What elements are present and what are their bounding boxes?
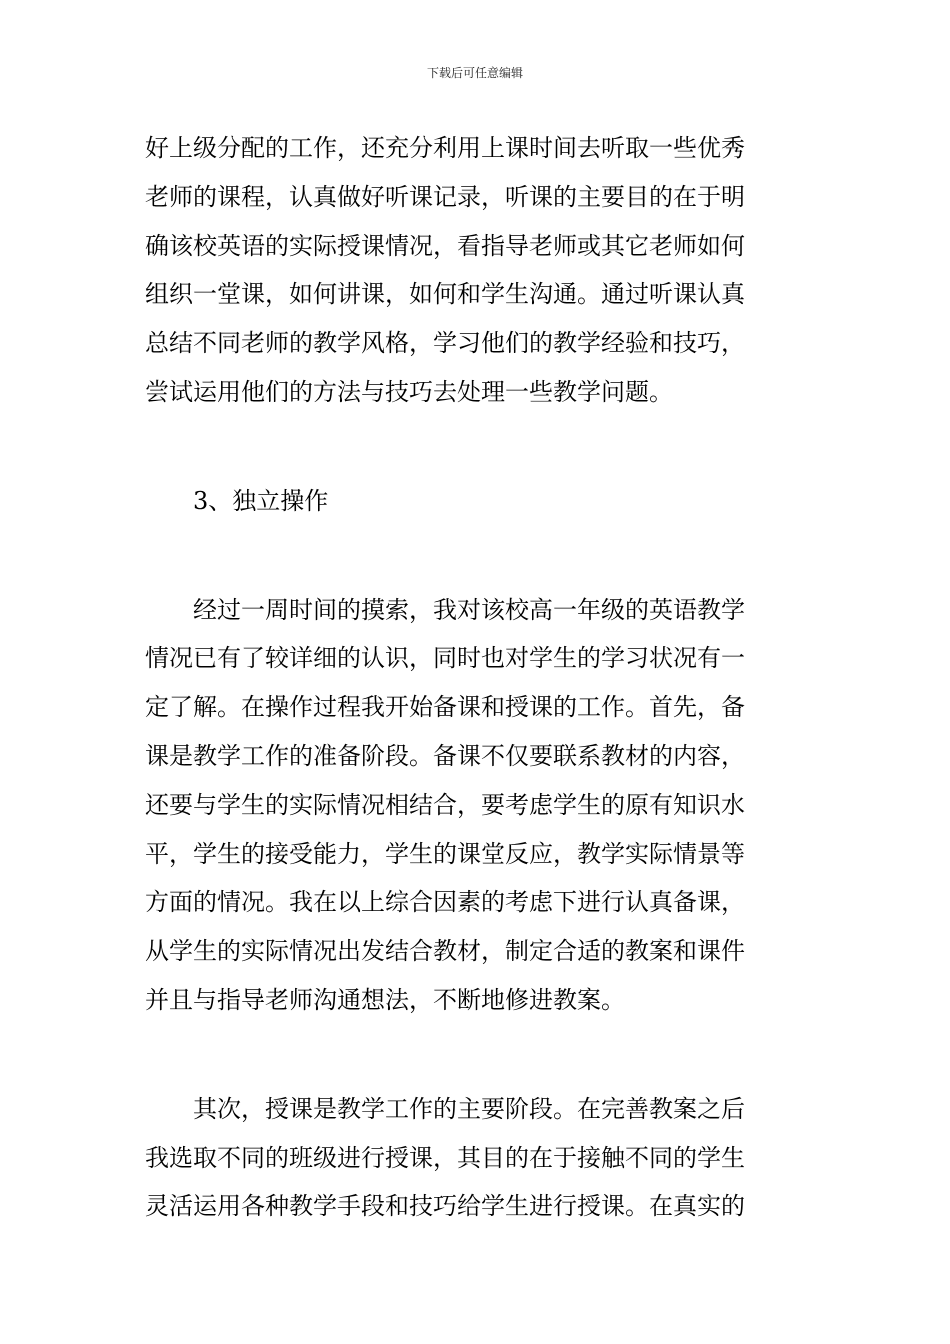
text-line: 并且与指导老师沟通想法，不断地修进教案。	[145, 985, 625, 1014]
page-header: 下载后可任意编辑	[426, 66, 523, 80]
text-line: 其次，授课是教学工作的主要阶段。在完善教案之后	[193, 1094, 745, 1123]
paragraph-spacer	[145, 1025, 807, 1085]
paragraph-spacer	[145, 526, 807, 586]
text-line: 课是教学工作的准备阶段。备课不仅要联系教材的内容，	[145, 741, 745, 770]
text-line: 老师的课程，认真做好听课记录，听课的主要目的在于明	[145, 182, 745, 211]
document-body	[145, 124, 807, 1231]
paragraph-listening	[145, 124, 807, 417]
heading-text: 3、独立操作	[193, 486, 329, 515]
paragraph-teaching	[145, 1085, 807, 1231]
text-line: 方面的情况。我在以上综合因素的考虑下进行认真备课，	[145, 888, 745, 917]
text-line: 好上级分配的工作，还充分利用上课时间去听取一些优秀	[145, 134, 745, 162]
text-line: 还要与学生的实际情况相结合，要考虑学生的原有知识水	[145, 790, 745, 819]
text-line: 从学生的实际情况出发结合教材，制定合适的教案和课件	[145, 937, 745, 966]
text-line: 总结不同老师的教学风格，学习他们的教学经验和技巧，	[145, 329, 745, 358]
paragraph-preparation	[145, 586, 807, 1025]
text-line: 经过一周时间的摸索，我对该校高一年级的英语教学	[193, 595, 745, 624]
paragraph-spacer	[145, 417, 807, 477]
text-line: 定了解。在操作过程我开始备课和授课的工作。首先，备	[145, 693, 745, 722]
text-line: 确该校英语的实际授课情况，看指导老师或其它老师如何	[145, 231, 745, 260]
text-line: 灵活运用各种教学手段和技巧给学生进行授课。在真实的	[145, 1192, 745, 1221]
text-line: 尝试运用他们的方法与技巧去处理一些教学问题。	[145, 377, 673, 406]
text-line: 情况已有了较详细的认识，同时也对学生的学习状况有一	[145, 644, 745, 673]
text-line: 组织一堂课，如何讲课，如何和学生沟通。通过听课认真	[145, 280, 745, 309]
section-heading	[145, 477, 807, 526]
text-line: 我选取不同的班级进行授课，其目的在于接触不同的学生	[145, 1143, 745, 1172]
text-line: 平，学生的接受能力，学生的课堂反应，教学实际情景等	[145, 839, 745, 868]
